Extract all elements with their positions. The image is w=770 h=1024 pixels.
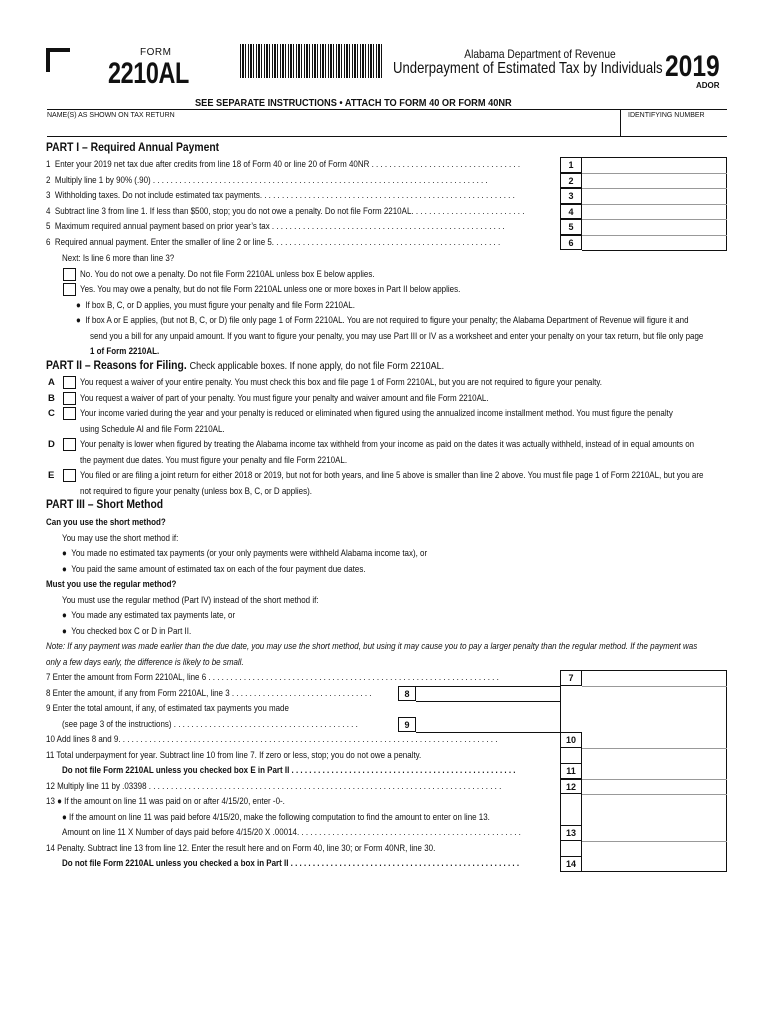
agency-label: ADOR [696,81,720,90]
part2-heading: PART II – Reasons for Filing. Check applicable boxes. If none apply, do not file Form 2210AL. [46,360,445,372]
box-6: 6 [560,235,582,251]
note-line-2: only a few days early, the difference is likely to be small. [46,656,244,668]
amount-row-rule [582,794,727,795]
bullet-2-end: 1 of Form 2210AL. [90,346,160,357]
box-c-checkbox[interactable] [63,407,76,420]
line-12: 12 Multiply line 11 by .03398 . . . . . . . . . . . . . . . . . . . . . . . . . . . . . . . . . . . . . . . . . . . . . . . . . . . . . . . . . . . . . . . . . . . . . . . . . . . . . . . . [46,780,502,792]
box-e-letter: E [48,470,55,481]
box-c-text-cont: using Schedule AI and file Form 2210AL. [80,423,225,435]
bullet-2-cont: send you a bill for any unpaid amount. If you want to figure your penalty, you may use Part III or IV as a worksheet and enter your penalty on your tax return, but file only page [90,330,704,342]
line-9-cont: (see page 3 of the instructions) . . . . . . . . . . . . . . . . . . . . . . . . . . . . . . . . . . . . . . . . . . [62,718,358,730]
line-9-amount-rule [416,732,560,733]
no-option-text: No. You do not owe a penalty. Do not file Form 2210AL unless box E below applies. [80,269,375,280]
note-line-1: Note: If any payment was made earlier than the due date, you may use the short method, but using it may cause you to pay a larger penalty than the regular method. If the payment was [46,641,698,652]
short-method-question: Can you use the short method? [46,517,166,528]
line-3: 3 Withholding taxes. Do not include estimated tax payments. . . . . . . . . . . . . . . . . . . . . . . . . . . . . . . . . . . . . . . . . . . . . . . . . . . . . . . . . . [46,190,515,201]
yes-checkbox[interactable] [63,283,76,296]
amount-right-rule [726,670,727,872]
box-d-text-cont: the payment due dates. You must figure your penalty and file Form 2210AL. [80,454,348,466]
column-rule [560,794,561,825]
name-label: NAME(S) AS SHOWN ON TAX RETURN [47,112,175,119]
line-14-cont: Do not file Form 2210AL unless you checked a box in Part II . . . . . . . . . . . . . . . . . . . . . . . . . . . . . . . . . . . . . . . . . . . . . . . . . . . . [62,858,520,869]
bullet-1: ● If box B, C, or D applies, you must figure your penalty and file Form 2210AL. [76,299,355,311]
amount-row-rule [582,219,727,220]
line-11: 11 Total underpayment for year. Subtract line 10 from line 7. If zero or less, stop; you do not owe a penalty. [46,749,422,761]
tax-year: 2019 [665,50,720,83]
regular-method-question: Must you use the regular method? [46,579,177,590]
amount-row-rule [582,204,727,205]
line-1: 1 Enter your 2019 net tax due after credits from line 18 of Form 40 or line 20 of Form 40NR . . . . . . . . . . . . . . . . . . . . . . . . . . . . . . . . . . [46,159,521,170]
barcode [240,44,382,78]
part1-heading: PART I – Required Annual Payment [46,142,220,154]
box-5: 5 [560,219,582,235]
line-13-b: ● If the amount on line 11 was paid before 4/15/20, make the following computation to find the amount to enter on line 13. [62,811,490,823]
box-e-checkbox[interactable] [63,469,76,482]
form-label: FORM [140,47,172,58]
line-5: 5 Maximum required annual payment based on prior year’s tax . . . . . . . . . . . . . . . . . . . . . . . . . . . . . . . . . . . . . . . . . . . . . . . . . . . . . [46,221,505,232]
amount-rule [582,871,727,872]
box-3: 3 [560,188,582,204]
box-8: 8 [398,686,416,702]
box-11: 11 [560,763,582,779]
line-9: 9 Enter the total amount, if any, of estimated tax payments you made [46,703,289,714]
column-rule [581,840,582,856]
amount-row-rule [582,779,727,780]
box-a-checkbox[interactable] [63,376,76,389]
box-7: 7 [560,670,582,686]
short-method-bullet-1: ● You made no estimated tax payments (or your only payments were withheld Alabama income tax), or [62,548,428,559]
id-divider [620,109,621,137]
form-title: Underpayment of Estimated Tax by Individuals [393,60,663,77]
box-a-text: You request a waiver of your entire penalty. You must check this box and file page 1 of Form 2210AL, but you are not required to figure your penalty. [80,377,602,388]
corner-mark [46,48,70,72]
box-9: 9 [398,717,416,733]
part3-heading: PART III – Short Method [46,499,164,511]
amount-row-rule [582,188,727,189]
inner-column-rule [560,686,561,732]
box-d-text: Your penalty is lower when figured by treating the Alabama income tax withheld from your income as paid on the dates it was actually withheld, instead of in equal amounts on [80,439,695,450]
box-14: 14 [560,856,582,872]
line-6: 6 Required annual payment. Enter the smaller of line 2 or line 5. . . . . . . . . . . . . . . . . . . . . . . . . . . . . . . . . . . . . . . . . . . . . . . . . . . . [46,236,501,248]
box-1: 1 [560,157,582,173]
box-c-letter: C [48,408,55,419]
amount-row-rule [582,686,727,687]
box-b-text: You request a waiver of part of your penalty. You must figure your penalty and waiver amount and file Form 2210AL. [80,392,489,404]
id-label: IDENTIFYING NUMBER [628,112,705,119]
line-7: 7 Enter the amount from Form 2210AL, line 6 . . . . . . . . . . . . . . . . . . . . . . . . . . . . . . . . . . . . . . . . . . . . . . . . . . . . . . . . . . . . . . . . . . [46,672,499,683]
form-number: 2210AL [108,57,189,90]
amount-row-rule [582,748,727,749]
box-10: 10 [560,732,582,748]
amount-row-rule [582,235,727,236]
line-14: 14 Penalty. Subtract line 13 from line 12. Enter the result here and on Form 40, line 30; or Form 40NR, line 30. [46,842,436,854]
column-rule [581,747,582,763]
amount-row-rule [582,173,727,174]
box-13: 13 [560,825,582,841]
regular-method-bullet-2: ● You checked box C or D in Part II. [62,625,192,637]
line-13-c: Amount on line 11 X Number of days paid before 4/15/20 X .00014. . . . . . . . . . . . . . . . . . . . . . . . . . . . . . . . . . . . . . . . . . . . . . . . . . . [62,827,521,838]
amount-row-rule [582,841,727,842]
box-b-checkbox[interactable] [63,392,76,405]
box-4: 4 [560,204,582,220]
line-10: 10 Add lines 8 and 9. . . . . . . . . . . . . . . . . . . . . . . . . . . . . . . . . . . . . . . . . . . . . . . . . . . . . . . . . . . . . . . . . . . . . . . . . . . . . . . . . . . . . . [46,734,498,745]
amount-rule [582,670,727,671]
bullet-2: ● If box A or E applies, (but not B, C, or D) file only page 1 of Form 2210AL. You are not required to figure your penalty; the Alabama Department of Revenue will figure it and [76,315,689,326]
no-checkbox[interactable] [63,268,76,281]
box-e-text-cont: not required to figure your penalty (unless box B, C, or D applies). [80,485,312,497]
box-b-letter: B [48,392,55,404]
instructions-line: SEE SEPARATE INSTRUCTIONS • ATTACH TO FORM 40 OR FORM 40NR [195,97,512,109]
line-2: 2 Multiply line 1 by 90% (.90) . . . . . . . . . . . . . . . . . . . . . . . . . . . . . . . . . . . . . . . . . . . . . . . . . . . . . . . . . . . . . . . . . . . . . . . . . . . . [46,174,488,186]
line-13: 13 ● If the amount on line 11 was paid on or after 4/15/20, enter -0-. [46,796,285,807]
next-question: Next: Is line 6 more than line 3? [62,253,175,264]
box-2: 2 [560,173,582,189]
column-rule [560,840,561,856]
short-method-bullet-2: ● You paid the same amount of estimated tax on each of the four payment due dates. [62,563,366,575]
regular-method-bullet-1: ● You made any estimated tax payments late, or [62,610,236,621]
regular-method-intro: You must use the regular method (Part IV) instead of the short method if: [62,594,319,606]
column-rule [560,747,561,763]
box-12: 12 [560,779,582,795]
line-11-cont: Do not file Form 2210AL unless you checked box E in Part II . . . . . . . . . . . . . . . . . . . . . . . . . . . . . . . . . . . . . . . . . . . . . . . . . . . [62,765,516,776]
short-method-intro: You may use the short method if: [62,532,179,544]
box-d-letter: D [48,439,55,450]
amount-bottom-rule [582,250,727,251]
box-d-checkbox[interactable] [63,438,76,451]
line-8-amount-rule [416,701,560,702]
box-a-letter: A [48,377,55,388]
box-e-text: You filed or are filing a joint return for either 2018 or 2019, but not for both years, and line 5 above is smaller than line 2 above. You must file page 1 of Form 2210AL, but you are [80,470,704,481]
department-name: Alabama Department of Revenue [464,47,616,61]
box-c-text: Your income varied during the year and your penalty is reduced or eliminated when figured using the annualized income installment method. You must figure the penalty [80,408,673,419]
column-rule [581,794,582,825]
line-4: 4 Subtract line 3 from line 1. If less than $500, stop; you do not owe a penalty. Do not file Form 2210AL. . . . . . . . . . . . . . . . . . . . . . . . . . [46,205,525,217]
line-8: 8 Enter the amount, if any from Form 2210AL, line 3 . . . . . . . . . . . . . . . . . . . . . . . . . . . . . . . . [46,687,372,699]
amount-top-rule [582,157,727,158]
yes-option-text: Yes. You may owe a penalty, but do not file Form 2210AL unless one or more boxes in Part II below applies. [80,284,461,295]
line-8-amount-rule [416,686,560,687]
